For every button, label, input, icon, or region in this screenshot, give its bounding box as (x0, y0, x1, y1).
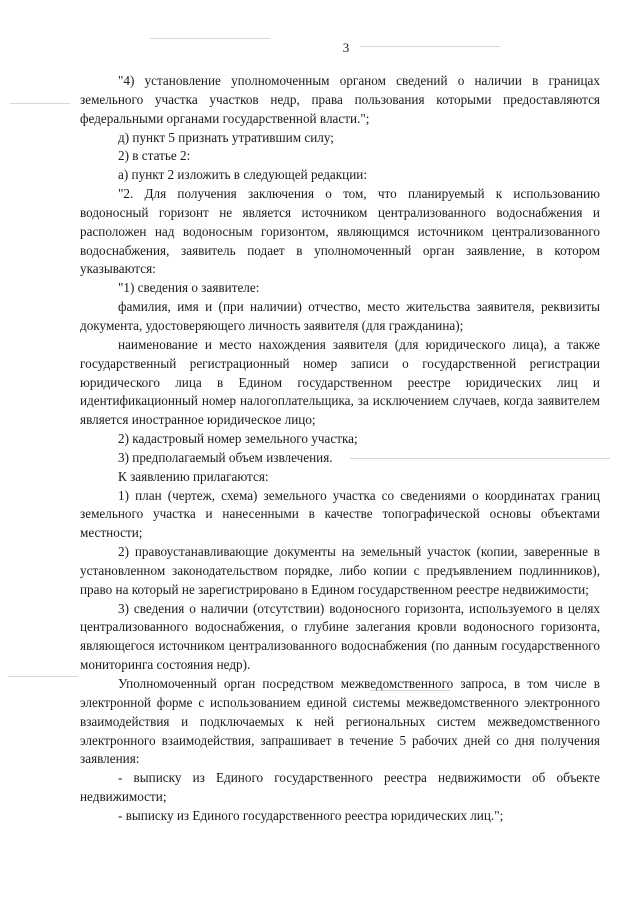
paragraph: - выписку из Единого государственного реестра юридических лиц."; (118, 807, 504, 823)
scan-artifact (8, 676, 78, 677)
paragraph: 3) сведения о наличии (отсутствии) водоносного горизонта, используемого в целях централизованного водоснабжения, о глубине залегания кровли водоносного горизонта, являющегося источником централизованного водоснабжения (по данным государственного мониторинга состояния недр). (80, 600, 600, 673)
paragraph: фамилия, имя и (при наличии) отчество, место жительства заявителя, реквизиты документа, удостоверяющего личность заявителя (для гражданина); (80, 299, 600, 333)
scan-artifact (10, 103, 70, 104)
paragraph: "2. Для получения заключения о том, что планируемый к использованию водоносный горизонт не является источником централизованного водоснабжения и расположен над водоносным горизонтом, являющимся источником централизованного водоснабжения, заявитель подает в уполномоченный орган заявление, в котором указываются: (80, 186, 600, 277)
paragraph: 3) предполагаемый объем извлечения. (118, 449, 333, 465)
document-body (80, 72, 600, 826)
paragraph: Уполномоченный орган посредством межведомственного запроса, в том числе в электронной форме с использованием единой системы межведомственного электронного взаимодействия и подключаемых к ней региональных систем межведомственного электронного взаимодействия, запрашивает в течение 5 рабочих дней со дня получения заявления: (80, 676, 600, 767)
paragraph: 1) план (чертеж, схема) земельного участка со сведениями о координатах границ земельного участка и нанесенными в качестве топографической основы объектами местности; (80, 487, 600, 541)
paragraph: "1) сведения о заявителе: (118, 280, 260, 296)
scan-artifact (150, 38, 270, 39)
paragraph: 2) правоустанавливающие документы на земельный участок (копии, заверенные в установленном законодательством порядке, либо копии с предъявлением подлинников), право на который не зарегистрировано в Едином государственном реестре недвижимости; (80, 544, 600, 597)
paragraph: 2) в статье 2: (118, 148, 191, 164)
paragraph: "4) установление уполномоченным органом сведений о наличии в границах земельного участка участков недр, права пользования которыми предоставляются федеральными органами государственной власти."; (80, 73, 600, 126)
paragraph: - выписку из Единого государственного реестра недвижимости об объекте недвижимости; (80, 770, 600, 805)
page-number: 3 (342, 40, 350, 55)
paragraph: наименование и место нахождения заявителя (для юридического лица), а также государственный регистрационный номер записи о государственной регистрации юридического лица в Едином государственном реестре юридических лиц и идентификационный номер налогоплательщика, за исключением случаев, когда заявителем является иностранное юридическое лицо; (80, 336, 600, 428)
paragraph: К заявлению прилагаются: (118, 468, 269, 484)
paragraph: а) пункт 2 изложить в следующей редакции: (118, 167, 368, 183)
paragraph: д) пункт 5 признать утратившим силу; (118, 129, 334, 145)
paragraph: 2) кадастровый номер земельного участка; (118, 431, 358, 447)
